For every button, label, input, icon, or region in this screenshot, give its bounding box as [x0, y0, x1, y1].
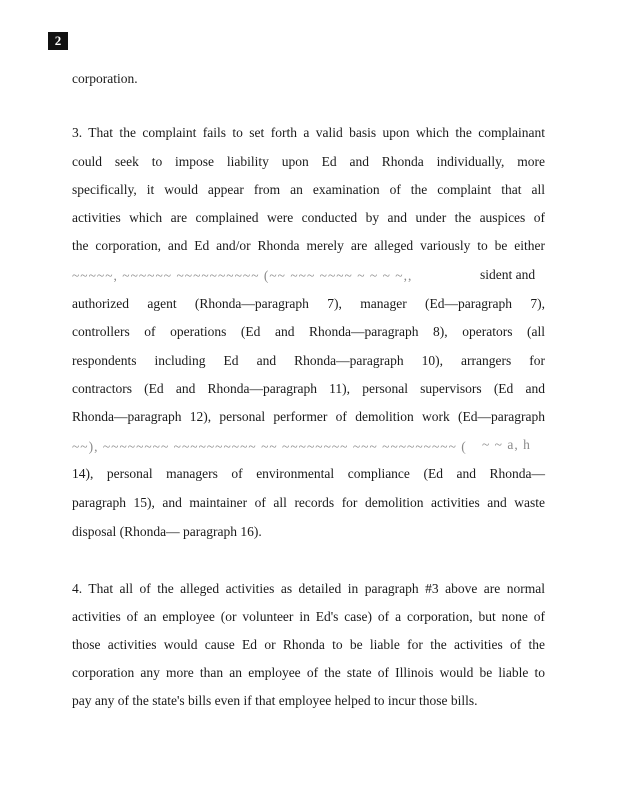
text-line: 4. That all of the alleged activities as detailed in paragraph #3 above are normal: [72, 581, 545, 596]
text-line: authorized agent (Rhonda—paragraph 7), manager (Ed—paragraph 7),: [72, 296, 545, 311]
text-line: those activities would cause Ed or Rhonda to be liable for the activities of the: [72, 637, 545, 652]
garbled-text-fragment: ~ ~ a, h: [482, 437, 531, 452]
text-line: could seek to impose liability upon Ed and Rhonda individually, more: [72, 154, 545, 169]
text-line: Rhonda—paragraph 12), personal performer of demolition work (Ed—paragraph: [72, 409, 545, 424]
garbled-text-fragment: ~~~~~, ~~~~~~ ~~~~~~~~~~ (~~ ~~~ ~~~~ ~ ~ ~ ~,,: [72, 268, 413, 283]
text-line: the corporation, and Ed and/or Rhonda merely are alleged variously to be either: [72, 238, 545, 253]
text-line: activities of an employee (or volunteer in Ed's case) of a corporation, but none of: [72, 609, 545, 624]
text-line: corporation any more than an employee of the state of Illinois would be liable to: [72, 665, 545, 680]
text-line: contractors (Ed and Rhonda—paragraph 11), personal supervisors (Ed and: [72, 381, 545, 396]
text-line: disposal (Rhonda— paragraph 16).: [72, 524, 262, 539]
text-line: corporation.: [72, 71, 138, 86]
text-line: specifically, it would appear from an examination of the complaint that all: [72, 182, 545, 197]
text-line: respondents including Ed and Rhonda—paragraph 10), arrangers for: [72, 353, 545, 368]
text-line: paragraph 15), and maintainer of all records for demolition activities and waste: [72, 495, 545, 510]
text-fragment: sident and: [480, 267, 536, 282]
text-line: activities which are complained were conducted by and under the auspices of: [72, 210, 545, 225]
text-line: 3. That the complaint fails to set forth a valid basis upon which the complainant: [72, 125, 545, 140]
text-line: pay any of the state's bills even if that employee helped to incur those bills.: [72, 693, 478, 708]
garbled-text-fragment: ~~), ~~~~~~~~ ~~~~~~~~~~ ~~ ~~~~~~~~ ~~~ ~~~~~~~~~ (: [72, 439, 467, 454]
text-line: controllers of operations (Ed and Rhonda—paragraph 8), operators (all: [72, 324, 545, 339]
text-line: 14), personal managers of environmental compliance (Ed and Rhonda—: [72, 466, 545, 481]
page-number-mark: 2: [48, 32, 68, 50]
